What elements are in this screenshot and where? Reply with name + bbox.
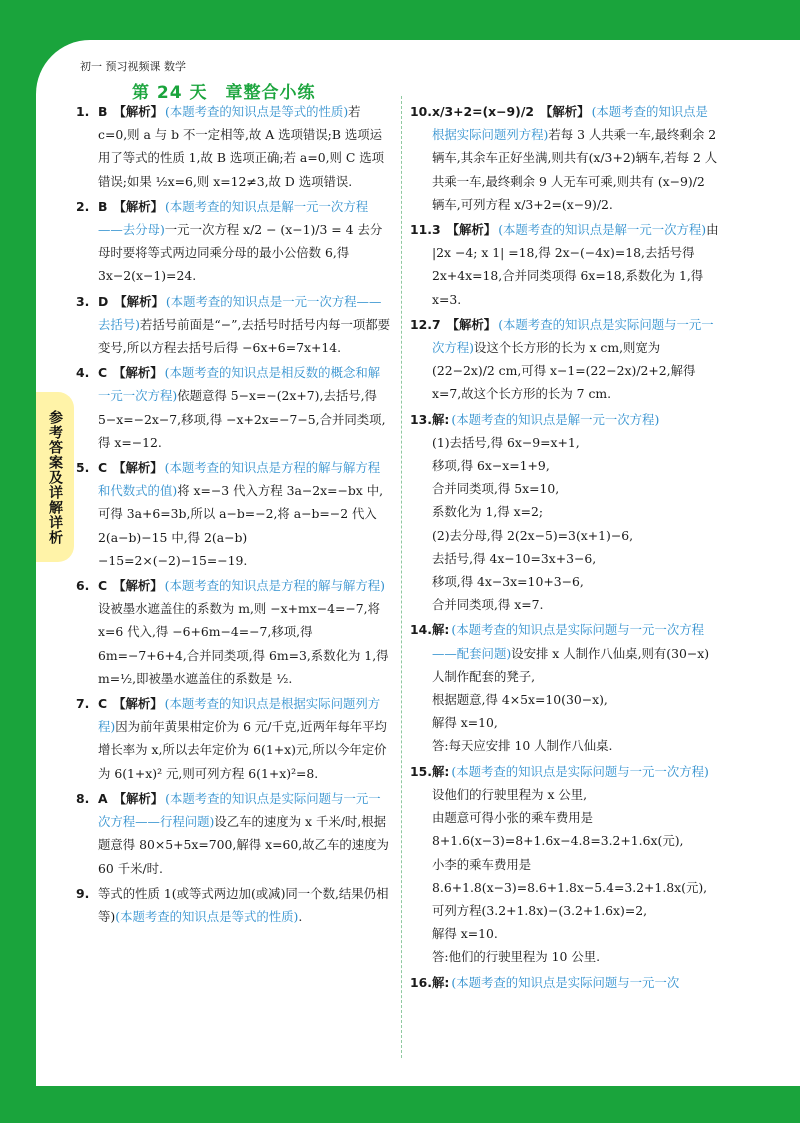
answer-item: 12. 7 【解析】 (本题考查的知识点是实际问题与一元一次方程)设这个长方形的长为 x cm,则宽为 (22−2x)/2 cm,可得 x−1=(22−2x)/2+2,解得 x=7,故这个长方形的长为 7 cm. [410,316,714,402]
answer-item: 10. x/3+2=(x−9)/2 【解析】 (本题考查的知识点是根据实际问题列方程)若每 3 人共乘一车,最终剩余 2 辆车,其余车正好坐满,则共有(x/3+2)辆车,若每 2 人共乘一车,最终剩余 9 人无车可乘,则共有 (x−9)/2 辆车,可列方程 x/3+2=(x−9)/2. [410,104,718,212]
answer-item: 5. C 【解析】 (本题考查的知识点是方程的解与解方程和代数式的值)将 x=−3 代入方程 3a−2x=−bx 中,可得 3a+6=3b,所以 a−b=−2,将 a−b=−2 代入 2(a−b)−15 中,得 2(a−b)−15=2×(−2)−15=−19. [76,460,384,568]
answer-item: 11. 3 【解析】 (本题考查的知识点是解一元一次方程)由 |2x −4; x 1| =18,得 2x−(−4x)=18,去括号得 2x+4x=18,合并同类项得 6x=18,系数化为 1,得 x=3. [410,222,719,307]
answer-item: 8. A 【解析】 (本题考查的知识点是实际问题与一元一次方程——行程问题)设乙车的速度为 x 千米/时,根据题意得 80×5+5x=700,解得 x=60,故乙车的速度为 60 千米/时. [76,790,389,876]
left-column [76,100,392,930]
answer-item: 13. 解: (本题考查的知识点是解一元一次方程) (1)去括号,得 6x−9=x+1, 移项,得 6x−x=1+9, 合并同类项,得 5x=10, 系数化为 1,得 x=2; (2)去分母,得 2(2x−5)=3(x+1)−6, 去括号,得 4x−10=3x+3−6, 移项,得 4x−3x=10+3−6, 合并同类项,得 x=7. [410,411,660,613]
page-header: 初一 预习视频课 数学 [80,60,186,73]
answer-item: 2. B 【解析】 (本题考查的知识点是解一元一次方程——去分母)一元一次方程 x/2 − (x−1)/3 = 4 去分母时要将等式两边同乘分母的最小公倍数 6,得 3x−2(x−1)=24. [76,198,383,284]
right-column [410,100,720,996]
answer-item: 7. C 【解析】 (本题考查的知识点是根据实际问题列方程)因为前年黄果柑定价为 6 元/千克,近两年每年平均增长率为 x,所以去年定价为 6(1+x)元,所以今年定价为 6(1+x)² 元,则可列方程 6(1+x)²=8. [76,696,387,781]
answer-item: 6. C 【解析】 (本题考查的知识点是方程的解与解方程)设被墨水遮盖住的系数为 m,则 −x+mx−4=−7,将 x=6 代入,得 −6+6m−4=−7,移项,得 6m=−7+6+4,合并同类项,得 6m=3,系数化为 1,得 m=½,即被墨水遮盖住的系数是 ½. [76,578,389,686]
answer-item: 15. 解: (本题考查的知识点是实际问题与一元一次方程)设他们的行驶里程为 x 公里, 由题意可得小张的乘车费用是 8+1.6(x−3)=8+1.6x−4.8=3.2+1.6x(元), 小李的乘车费用是 8.6+1.8(x−3)=8.6+1.8x−5.4=3.2+1.8x(元), 可列方程(3.2+1.8x)−(3.2+1.6x)=2, 解得 x=10. 答:他们的行驶里程为 10 公里. [410,763,709,965]
column-divider [401,96,402,1058]
footer-band [0,1086,800,1123]
answer-item: 9. 等式的性质 1(或等式两边加(或减)同一个数,结果仍相等)(本题考查的知识点是等式的性质). [76,885,389,924]
answer-item: 3. D 【解析】 (本题考查的知识点是一元一次方程——去括号)若括号前面是“−”,去括号时括号内每一项都要变号,所以方程去括号后得 −6x+6=7x+14. [76,293,391,356]
answer-item: 14. 解: (本题考查的知识点是实际问题与一元一次方程——配套问题)设安排 x 人制作八仙桌,则有(30−x)人制作配套的凳子, 根据题意,得 4×5x=10(30−x), 解得 x=10, 答:每天应安排 10 人制作八仙桌. [410,622,710,754]
side-tab-label: 参考答案及详解详析 [47,409,63,545]
page-title: 第 24 天 章整合小练 [132,83,316,103]
answer-item: 16. 解: (本题考查的知识点是实际问题与一元一次 [410,974,680,990]
answer-item: 4. C 【解析】 (本题考查的知识点是相反数的概念和解一元一次方程)依题意得 5−x=−(2x+7),去括号,得 5−x=−2x−7,移项,得 −x+2x=−7−5,合并同类项,得 x=−12. [76,365,386,450]
side-tab [36,392,74,562]
answer-item: 1. B 【解析】 (本题考查的知识点是等式的性质)若 c=0,则 a 与 b 不一定相等,故 A 选项错误;B 选项运用了等式的性质 1,故 B 选项正确;若 a=0,则 C 选项错误;如果 ½x=6,则 x=12≠3,故 D 选项错误. [76,104,385,189]
